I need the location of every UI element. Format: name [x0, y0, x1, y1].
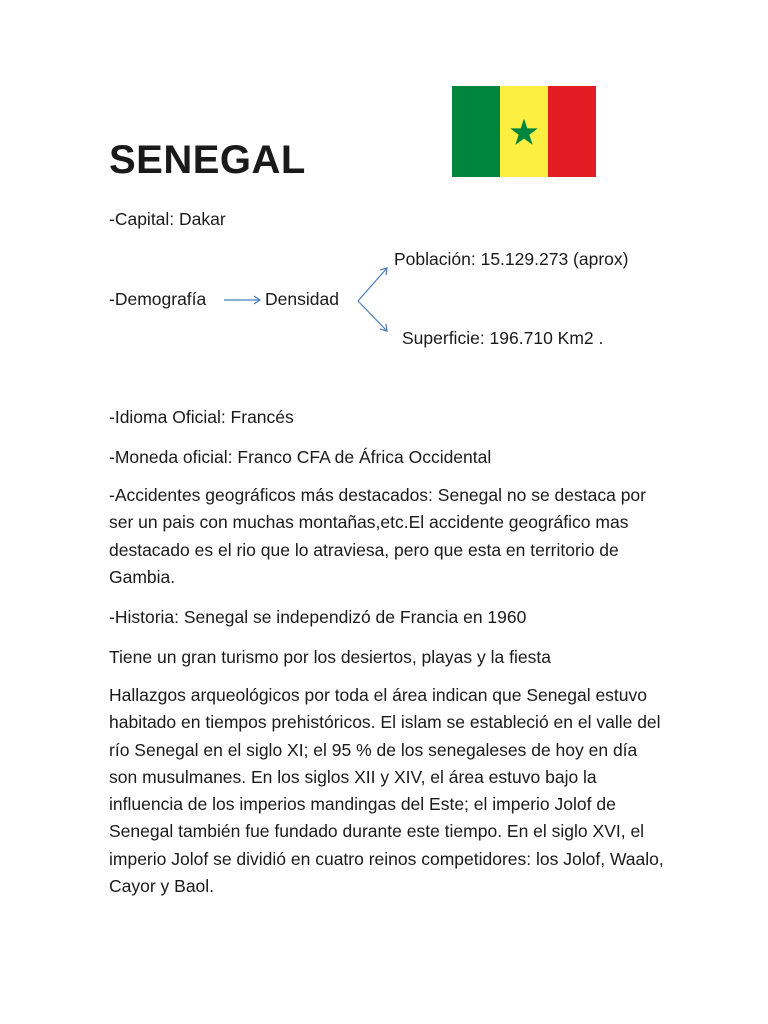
idioma-text: -Idioma Oficial: Francés — [109, 407, 294, 427]
turismo-text: Tiene un gran turismo por los desiertos, playas y la fiesta — [109, 647, 551, 667]
capital-text: -Capital: Dakar — [109, 209, 226, 229]
accidentes-paragraph: -Accidentes geográficos más destacados: Senegal no se destaca por ser un pais con muchas montañas,etc.El accidente geográfico mas destacado es el rio que lo atraviesa, pero que esta en territorio de Gambia. — [109, 485, 646, 587]
moneda-text: -Moneda oficial: Franco CFA de África Occidental — [109, 447, 492, 467]
arrow-to-superficie — [358, 301, 387, 331]
flag-red-band — [548, 86, 596, 177]
superficie-text: Superficie: 196.710 Km2 . — [402, 328, 604, 348]
flag-yellow-band — [500, 86, 548, 177]
page-title: SENEGAL — [109, 138, 306, 182]
hallazgos-paragraph: Hallazgos arqueológicos por toda el área indican que Senegal estuvo habitado en tiempos prehistóricos. El islam se estableció en el valle del río Senegal en el siglo XI; el 95 % de los senegaleses de hoy en día son musulmanes. En los siglos XII y XIV, el área estuvo bajo la influencia de los imperios mandingas del Este; el imperio Jolof de Senegal también fue fundado durante este tiempo. En el siglo XVI, el imperio Jolof se dividió en cuatro reinos competidores: los Jolof, Waalo, Cayor y Baol. — [109, 685, 664, 897]
flag-star-icon — [509, 117, 539, 147]
poblacion-text: Población: 15.129.273 (aprox) — [394, 249, 629, 269]
arrow-to-poblacion — [358, 268, 387, 301]
senegal-flag — [452, 86, 596, 177]
densidad-label: Densidad — [265, 289, 339, 309]
arrow-demografia-densidad — [224, 296, 260, 304]
historia-text: -Historia: Senegal se independizó de Francia en 1960 — [109, 607, 527, 627]
demografia-label: -Demografía — [109, 289, 207, 309]
flag-green-band — [452, 86, 500, 177]
